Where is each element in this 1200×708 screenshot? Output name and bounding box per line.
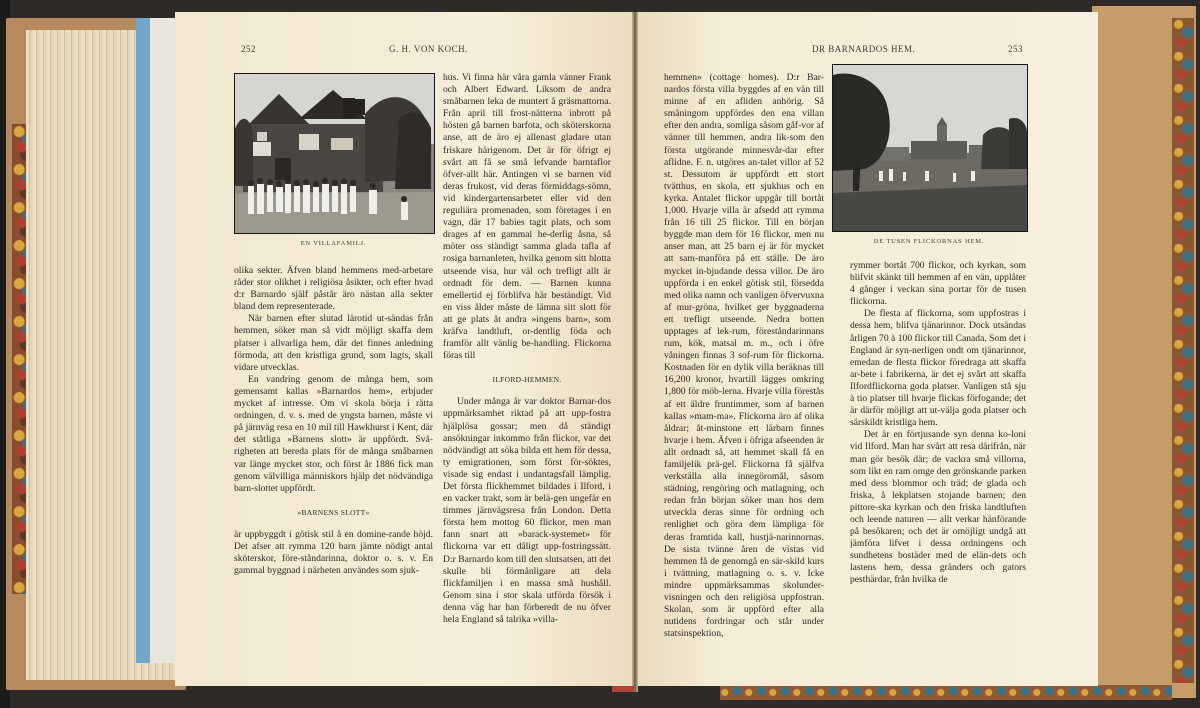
- running-head-right: DR BARNARDOS HEM.: [812, 44, 916, 54]
- right-column-2: [850, 260, 1026, 676]
- cream-page-strip: [150, 18, 175, 663]
- villa-family-illustration: [235, 74, 434, 233]
- red-bookmark-ribbon: [612, 686, 634, 692]
- section-heading: ILFORD-HEMMEN.: [492, 375, 562, 385]
- right-column-1: [664, 72, 824, 676]
- right-page: [636, 12, 1098, 686]
- paragraph: rymmer bortåt 700 flickor, och kyrkan, som blifvit skänkt till hemmen af en vän, upplåter 4 gånger i veckan sina portar för de tusen flickorna.: [850, 260, 1026, 308]
- section-heading: »BARNENS SLOTT»: [297, 507, 370, 517]
- paragraph: När barnen efter slutad lärotid ut-sändas från hemmen, söker man så vidt möjligt skaffa dem platser i allvarliga hem, där det finnes anledning förmoda, att den kristliga grund, som lagts, skall vidare utvecklas.: [234, 313, 433, 373]
- page-number-left: 252: [241, 44, 256, 54]
- left-column-1: [234, 265, 433, 675]
- paragraph: Under många år var doktor Barnar-dos uppmärksamhet riktad på att upp-fostra hjälplösa gossar; men då ständigt ansökningar inkommo från flickor, var det nödvändigt att söka bilda ett hem för dessa, ty emigrationen, som först för-söktes, visade sig endast i undantagsfall lämplig. Det första flickhemmet bildades i Ilford, i en vacker trakt, som är belä-gen ungefär en timmes järnvägsresa från London. Detta första hem mottog 60 flickor, men man fann snart att »barack-systemet» för flickorna var ett dåligt upp-fostringssätt. D:r Barnardo kom till den slutsatsen, att det skulle bli förmånligare att dela flickfamiljen i en massa små hushåll. Genom sina i stor skala utförda försök i denna väg har han förberedt de nu öfver hela England så talrika »villa-: [443, 396, 611, 626]
- marbled-edge-bottom: [720, 685, 1172, 700]
- page-number-right: 253: [1008, 44, 1023, 54]
- girls-home-photo: [832, 64, 1028, 232]
- girls-home-illustration: [833, 65, 1027, 231]
- marbled-edge-right: [1172, 18, 1194, 683]
- book-gutter: [632, 12, 638, 692]
- paragraph: hemmen» (cottage homes). D:r Bar-nardos första villa byggdes af en vän till minne af en afliden anhörig. Så småningom uppfördes den ena villan efter den andra, somliga såsom gåf-vor af vänner till hemmen, andra lik-som den första utgörande minnesvår-dar efter aflidne. F. n. utgöres an-talet villor af 52 st. Dessutom är uppfördt ett stort tvätthus, en skola, ett sjukhus och en kyrka. Antalet flickor uppgår till bortåt 1,000. Hvarje villa är afsedd att rymma från 16 till 25 flickor. Till en början byggde man dem för 16 flickor, men nu anser man, att 25 barn ej är för mycket att sam-manföra på ett ställe. De äro mycket in-bjudande dessa villor. De äro uppförda i en enkel götisk stil, försedda med olika namn och vanligen öfvervuxna af mur-gröna, hvilket ger byggnaderna ett trefligt utseende. Nedra botten upptages af lek-rum, föreståndarinnans rum, kök, matsal m. m., och i öfre våningen finnas 3 sof-rum för flickorna. Kostnaden för en dylik villa beräknas till 16,200 kronor, hvartill lägges omkring 1,800 för möb-lerna. Hvarje villa förestås af ett äldre fruntimmer, som af barnen kallas »mam-ma». Flickorna äro af olika åldrar; åt-minstone ett lärbarn finnes hvarje i hem. Äfven i öfriga afseenden är allt ordnadt så, att hemmet skall få en familjelik prä-gel. Flickorna få själfva verkställa alla innegöromål, såsom städning, rengöring och matlagning, och redan från början söker man hos dem utveckla deras sinne för ordning och renlighet och göra dem lämpliga för deras framtida kall, hustjä-narinnornas. De sista tvänne åren de vistas vid hemmen få de genomgå en sär-skild kurs i tvättning, matlagning o. s. v. Icke mindre uppmärksammas skolunder-visningen och den religiösa uppfostran. Skolan, som är uppförd efter alla nutidens fordringar och står under statsinspektion,: [664, 72, 824, 640]
- running-head-left: G. H. VON KOCH.: [389, 44, 468, 54]
- paragraph: är uppbyggdt i götisk stil å en domine-rande höjd. Det afser att rymma 120 barn jämte nödigt antal sköterskor, före-ståndarinna, doktor o. s. v. En gammal byggnad i närheten användes som sjuk-: [234, 528, 433, 577]
- villa-family-photo: [234, 73, 435, 234]
- paragraph: En vandring genom de många hem, som gemensamt kallas »Barnardos hem», erbjuder mycket af intresse. Om vi skola börja i rätta ordningen, d. v. s. med de yngsta barnen, måste vi på järnväg resa en 10 mil till Hawkhurst i Kent, där det ståtliga »Barnens slott» är uppfördt. Svå-righeten att bereda plats för de många småbarnen var länge mycket stor, och först år 1886 fick man genom välvilliga människors hjälp det nödvändiga barn-slottet uppfördt.: [234, 373, 433, 494]
- paragraph: hus. Vi finna här våra gamla vänner Frank och Albert Edward. Liksom de andra småbarnen leka de muntert å gräsmattorna. Från april till frost-nätterna inbrott på hösten gå barnen barfota, och sköterskorna anse, att de äro ej allenast gladare utan friskare härigenom. Det är för öfrigt ej svårt att få se små lefvande barntaflor öfver-allt här. Antingen vi se barnen vid deras frukost, vid deras förmiddags-sömn, vid kindergartensarbetet eller vid den reguliära promenaden, som företages i en vagn, där 17 babies tagit plats, och som drages af en gammal he-derlig åsna, så möter oss ständigt samma glada tafla af rosiga barnanleten, hvilka genom sitt blotta utseende visa, hur väl och trefligt allt är ordnadt för dem. — Barnen kunna emellertid ej förblifva här beständigt. Vid en viss ålder måste de lämna sitt slott för att ge plats åt andra »ingens barn», som kräfva landtluft, or-dentlig föda och framför allt vänlig be-handling. Flickorna föras till: [443, 72, 611, 362]
- left-page: [175, 12, 633, 686]
- blue-endpaper-strip: [136, 18, 150, 663]
- left-column-2: [443, 72, 611, 676]
- photo-caption-left: EN VILLAFAMILJ.: [300, 240, 367, 247]
- paragraph: olika sekter. Äfven bland hemmens med-arbetare råder stor olikhet i religiösa åsikter, och efter hvad d:r Barnardo själf påstår äro nästan alla sekter bland dem representerade.: [234, 265, 433, 313]
- paragraph: Det är en förtjusande syn denna ko-loni vid Ilford. Man har svårt att resa därifrån, när man gör besök där; de vackra små villorna, som likt en ram omge den grönskande parken med dess blommor och träd; de glada och friska, å lekplatsen stojande barnen; den pittore-ska kyrkan och den friska landtluften och leende naturen — allt verkar hänförande på besökaren; och det är omöjligt undgå att jämföra lifvet i dessa ordningens och sundhetens bostäder med de elän-dets och lastens hem, dessa gränders och gators pesthärdar, från hvilka de: [850, 429, 1026, 586]
- photo-caption-right: DE TUSEN FLICKORNAS HEM.: [873, 238, 985, 245]
- paragraph: De flesta af flickorna, som uppfostras i dessa hem, blifva tjänarinnor. Dock utsändas årligen 70 à 100 flickor till Canada. Som det i England är syn-nerligen ondt om tjänarinnor, emedan de flesta flickor föredraga att skaffa ar-bete i fabrikerna, är det ej svårt att skaffa Ilfordflickorna goda platser. Vanligen stå sju à tio platser till hvarje flickas förfogande; det är därför möjligt att ut-välja goda platser och särskildt kristliga hem.: [850, 308, 1026, 429]
